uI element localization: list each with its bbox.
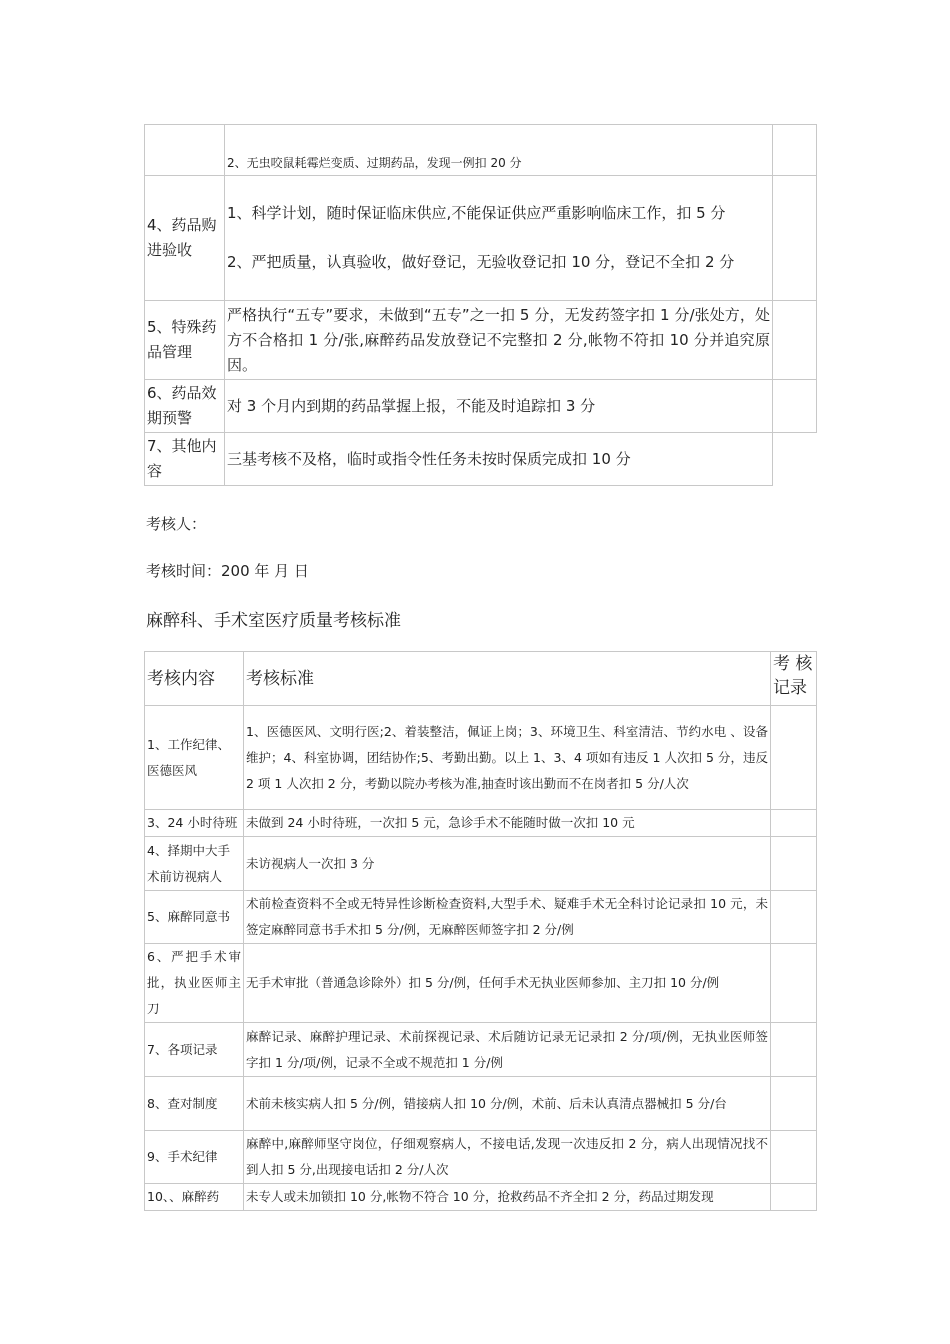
table-row xyxy=(145,837,817,891)
record-cell xyxy=(773,433,817,486)
standard-cell: 未访视病人一次扣 3 分 xyxy=(244,837,771,891)
pharmacy-standards-table xyxy=(144,124,817,486)
standard-cell: 无手术审批（普通急诊除外）扣 5 分/例，任何手术无执业医师参加、主刀扣 10 分/例 xyxy=(244,944,771,1023)
standard-cell: 2、无虫咬鼠耗霉烂变质、过期药品，发现一例扣 20 分 xyxy=(225,125,773,176)
record-cell xyxy=(771,706,817,810)
table-row xyxy=(145,1077,817,1131)
header-standard: 考核标准 xyxy=(244,652,771,706)
item-cell xyxy=(145,125,225,176)
item-cell: 6、严把手术审批，执业医师主刀 xyxy=(145,944,244,1023)
exam-time-label: 考核时间：200 年 月 日 xyxy=(146,562,309,580)
standard-cell: 未专人或未加锁扣 10 分,帐物不符合 10 分，抢救药品不齐全扣 2 分，药品过期发现 xyxy=(244,1184,771,1211)
item-cell: 5、特殊药品管理 xyxy=(145,301,225,380)
standard-part: 1、科学计划，随时保证临床供应,不能保证供应严重影响临床工作，扣 5 分 xyxy=(227,204,726,222)
table-row xyxy=(145,176,817,301)
record-cell xyxy=(773,125,817,176)
table-row xyxy=(145,1131,817,1184)
record-cell xyxy=(771,1131,817,1184)
table-row xyxy=(145,944,817,1023)
standard-cell: 三基考核不及格，临时或指令性任务未按时保质完成扣 10 分 xyxy=(225,433,773,486)
item-cell: 10、、麻醉药 xyxy=(145,1184,244,1211)
item-cell: 1、工作纪律、医德医风 xyxy=(145,706,244,810)
standard-cell: 对 3 个月内到期的药品掌握上报，不能及时追踪扣 3 分 xyxy=(225,380,773,433)
standard-cell: 麻醉中,麻醉师坚守岗位，仔细观察病人，不接电话,发现一次违反扣 2 分，病人出现情况找不到人扣 5 分,出现接电话扣 2 分/人次 xyxy=(244,1131,771,1184)
item-cell: 7、其他内容 xyxy=(145,433,225,486)
table-row xyxy=(145,433,817,486)
table-row xyxy=(145,810,817,837)
section-title: 麻醉科、手术室医疗质量考核标准 xyxy=(146,611,401,631)
standard-cell: 术前未核实病人扣 5 分/例，错接病人扣 10 分/例，术前、后未认真清点器械扣 5 分/台 xyxy=(244,1077,771,1131)
standard-part: 2、严把质量，认真验收，做好登记，无验收登记扣 10 分，登记不全扣 2 分 xyxy=(227,253,735,271)
examiner-label: 考核人： xyxy=(146,515,207,533)
standard-cell: 严格执行“五专”要求，未做到“五专”之一扣 5 分，无发药签字扣 1 分/张处方，处方不合格扣 1 分/张,麻醉药品发放登记不完整扣 2 分,帐物不符扣 10 分并追究原因。 xyxy=(225,301,773,380)
record-cell xyxy=(773,301,817,380)
item-cell: 3、24 小时待班 xyxy=(145,810,244,837)
anesthesia-standards-table xyxy=(144,651,817,1211)
record-cell xyxy=(773,380,817,433)
item-cell: 4、择期中大手术前访视病人 xyxy=(145,837,244,891)
header-item: 考核内容 xyxy=(145,652,244,706)
table-row xyxy=(145,1184,817,1211)
standard-cell: 麻醉记录、麻醉护理记录、术前探视记录、术后随访记录无记录扣 2 分/项/例，无执业医师签字扣 1 分/项/例，记录不全或不规范扣 1 分/例 xyxy=(244,1023,771,1077)
table-row xyxy=(145,380,817,433)
item-cell: 6、药品效期预警 xyxy=(145,380,225,433)
item-cell: 8、查对制度 xyxy=(145,1077,244,1131)
record-cell xyxy=(773,176,817,301)
header-record: 考 核记录 xyxy=(771,652,817,706)
table-header-row xyxy=(145,652,817,706)
table-row xyxy=(145,891,817,944)
record-cell xyxy=(771,944,817,1023)
record-cell xyxy=(771,891,817,944)
standard-cell xyxy=(225,176,773,301)
item-cell: 9、手术纪律 xyxy=(145,1131,244,1184)
record-cell xyxy=(771,837,817,891)
record-cell xyxy=(771,1184,817,1211)
record-cell xyxy=(771,1077,817,1131)
item-cell: 4、药品购进验收 xyxy=(145,176,225,301)
table-row xyxy=(145,1023,817,1077)
table-row xyxy=(145,125,817,176)
table-row xyxy=(145,301,817,380)
standard-cell: 术前检查资料不全或无特异性诊断检查资料,大型手术、疑难手术无全科讨论记录扣 10 元，未签定麻醉同意书手术扣 5 分/例，无麻醉医师签字扣 2 分/例 xyxy=(244,891,771,944)
table-row xyxy=(145,706,817,810)
item-cell: 7、各项记录 xyxy=(145,1023,244,1077)
standard-cell: 未做到 24 小时待班，一次扣 5 元，急诊手术不能随时做一次扣 10 元 xyxy=(244,810,771,837)
record-cell xyxy=(771,810,817,837)
item-cell: 5、麻醉同意书 xyxy=(145,891,244,944)
standard-cell: 1、医德医风、文明行医;2、着装整洁，佩证上岗；3、环境卫生、科室清洁、节约水电 、设备维护；4、科室协调，团结协作;5、考勤出勤。以上 1、3、4 项如有违反 1 人次扣 5 分，违反 2 项 1 人次扣 2 分，考勤以院办考核为准,抽查时该出勤而不在岗者扣 5 分/人次 xyxy=(244,706,771,810)
record-cell xyxy=(771,1023,817,1077)
